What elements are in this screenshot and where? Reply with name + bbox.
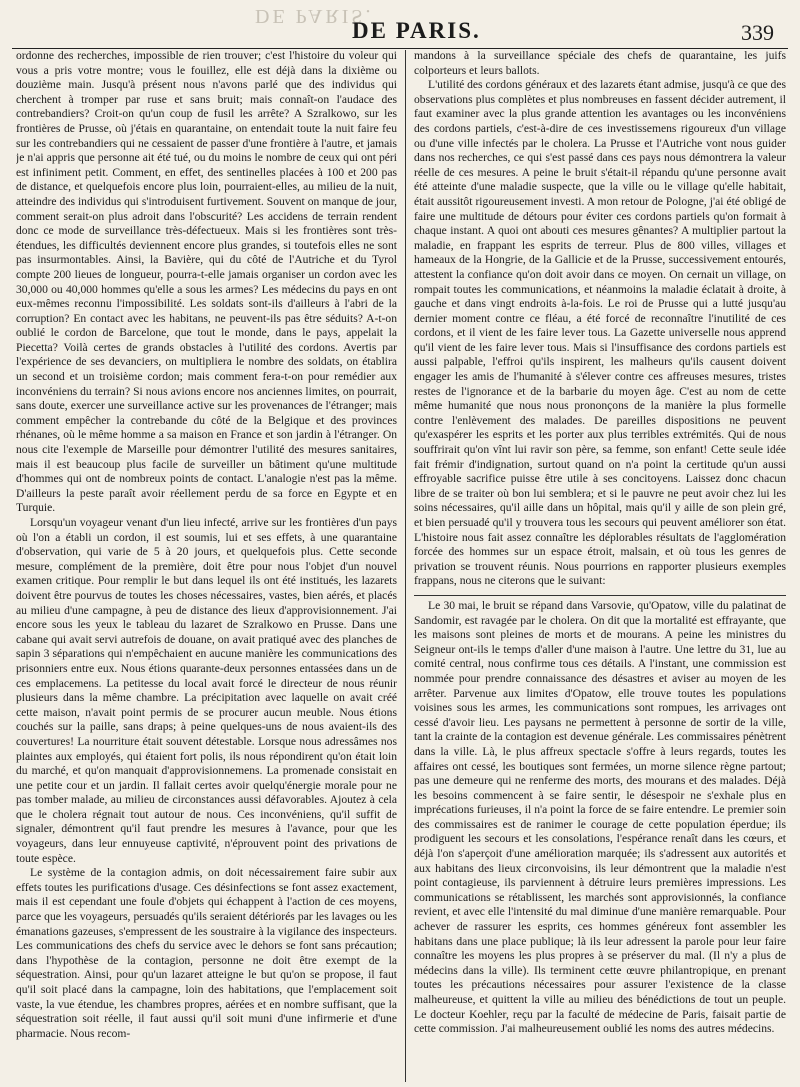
right-paragraph-3: Le 30 mai, le bruit se répand dans Varsovie, qu'Opatow, ville du palatinat de Sandomir, est ravagée par le cholera. On dit que la mortalité est effrayante, que les maisons sont pleines de morts et de mourans. A peine les ministres du Seigneur ont-ils le temps d'aller d'une maison à l'autre. Une lettre du 31, lue au comité central, nous confirme tous ces détails. A l'instant, une commission est nommée pour prendre connaissance des désastres et aviser au moyen de les arrêter. Parvenue aux limites d'Opatow, elle trouve toutes les populations voisines sous les armes, les communications sont rompues, les arrivages ont cessé d'avoir lieu. Les paysans ne permettent à personne de sortir de la ville, tant la crainte de la contagion est devenue générale. Les commissaires pénètrent dans la ville. Là, le plus affreux spectacle s'offre à leurs regards, toutes les affaires ont cessé, les boutiques sont fermées, un morne silence règne partout; pas une demeure qui ne renferme des morts, des mourans et des malades. Déjà les besoins commencent à se faire sentir, le désespoir ne s'exhale plus en imprécations furieuses, il n'a point la force de se faire entendre. Le premier soin des commissaires est de ranimer le courage de cette population éperdue; ils prodiguent les secours et les consolations, l'espérance renaît dans les cœurs, et déjà l'on s'aperçoit d'une amélioration marquée; ils s'adressent aux autorités et aux habitans des lieux circonvoisins, ils leur démontrent que la maladie n'est point contagieuse, ils parviennent à détruire leurs premières impressions. Les communications se rétablissent, les marchés sont approvisionnés, la confiance revient, et avec elle l'intensité du mal diminue d'une manière remarquable. Pour achever de rassurer les esprits, ces hommes généreux font assembler les habitans dans une place publique; là ils leur adressent la parole pour leur faire connaître les moyens les plus propres à se préserver du mal. (Il n'y a plus de médecins dans la ville). Ils terminent cette œuvre philantropique, en prenant toutes les précautions nécessaires pour assurer l'existence de la classe malheureuse, et quittent la ville au milieu des bénédictions de tout un peuple. Le docteur Koehler, reçu par la faculté de médecine de Paris, faisait partie de cette commission. J'ai malheureusement oublié les noms des autres médecins. bbox=[414, 595, 786, 1037]
running-title: DE PARIS. bbox=[352, 18, 481, 43]
right-paragraph-2: L'utilité des cordons généraux et des lazarets étant admise, jusqu'à ce que des observations plus complètes et plus nombreuses en fassent décider autrement, il faut examiner avec la plus grande attention les avantages ou les inconvéniens des cordons partiels, c'est-à-dire de ces investissemens rigoureux d'un village ou d'une ville infectés par le cholera. La Prusse et l'Autriche vont nous guider dans nos recherches, ce qui s'est passé dans ces pays nous démontrera la valeur réelle de ces mesures. A peine le bruit s'était-il répandu qu'une personne avait été atteinte d'une maladie suspecte, que la ville ou le village qu'elle habitait, était aussitôt rigoureusement investi. A mon retour de Pologne, j'ai été obligé de faire une multitude de détours pour éviter ces cordons partiels qu'on formait à chaque instant. A quoi ont abouti ces mesures gênantes? A multiplier partout la maladie, en frappant les esprits de terreur. Plus de 800 villes, villages et hameaux de la Hongrie, de la Gallicie et de la Prusse, successivement entourés, attestent la confiance qu'on doit avoir dans ce moyen. On cernait un village, on rompait toutes les communications, et néanmoins la maladie éclatait à droite, à gauche et dans vingt endroits à-la-fois. Le roi de Prusse qui a lutté jusqu'au dernier moment contre ce fléau, a été forcé de reconnaître l'inutilité de ces cordons, et il vient de les faire lever tous. La Gazette universelle nous apprend qu'il vient de les faire lever tous. Mais si l'insuffisance des cordons partiels est aussi palpable, l'effroi qu'ils inspirent, les malheurs qu'ils causent doivent engager les amis de l'humanité à s'élever contre ces affreuses mesures, tristes restes de l'ignorance et de la barbarie du moyen âge. C'est au nom de cette même humanité que nous nous prononçons de la manière la plus formelle contre l'enlèvement des malades. De pareilles dispositions ne peuvent qu'exaspérer les esprits et les porter aux plus terribles extrémités. Qui de nous souffrirait qu'on vînt lui ravir son père, sa femme, son enfant! Cette seule idée fait frémir d'indignation, surtout quand on n'a point la certitude qu'un aussi effroyable sacrifice puisse être utile à ses concitoyens. Laissez donc chacun libre de se traiter où bon lui semblera; et si le pauvre ne peut avoir chez lui les soins nécessaires, qu'il aille dans un hôpital, mais qu'il y aille de son plein gré, et bien persuadé qu'il y trouvera tous les secours qui peuvent améliorer son état. L'histoire nous fait assez connaître les déplorables résultats de l'agglomération forcée des hommes sur un espace étroit, malsain, et où tous les genres de privation se trouvent réunis. Nous pourrions en rapporter plusieurs exemples frappans, nous ne citerons que le suivant: bbox=[414, 78, 786, 588]
right-column bbox=[414, 49, 786, 1081]
page-number: 339 bbox=[741, 20, 774, 45]
right-paragraph-1: mandons à la surveillance spéciale des chefs de quarantaine, les juifs colporteurs et leurs ballots. bbox=[414, 49, 786, 77]
column-divider bbox=[405, 50, 406, 1082]
left-paragraph-2: Lorsqu'un voyageur venant d'un lieu infecté, arrive sur les frontières d'un pays où l'on a établi un cordon, il est soumis, lui et ses effets, à une quarantaine d'observation, qui varie de 5 à 20 jours, et quelquefois plus. Cette seconde mesure, complément de la première, doit être pour nous l'objet d'un nouvel examen critique. Pour remplir le but dans lequel ils ont été institués, les lazarets doivent être pourvus de toutes les choses nécessaires, vastes, bien aérés, et placés au milieu d'une campagne, à peu de distance des lieux d'approvisionnement. J'ai encore sous les yeux le tableau du lazaret de Szralkowo en Prusse. Dans une cabane qui avait servi autrefois de douane, on avait pratiqué avec des planches de sapin 3 séparations qui n'empêchaient en aucune manière les communications des prisonniers entre eux. Nous étions quarante-deux personnes entassées dans un de ces emplacemens. La petitesse du local avait forcé le directeur de nous réunir plusieurs dans la même chambre. La précipitation avec laquelle on avait créé cette maison, n'avait point permis de se procurer aucun meuble. Nous étions couchés sur la paille, sans draps; à peine quelques-uns de nous avaient-ils des couvertures! La nourriture était souvent détestable. Lorsque nous adressâmes nos plaintes aux employés, qui étaient fort polis, ils nous répondirent qu'on était loin du marché, et qu'on manquait d'approvisionnemens. La promenade consistait en une petite cour et un jardin. Il fallait certes avoir quelqu'énergie morale pour ne pas tomber malade, au milieu de circonstances aussi défavorables. Ajoutez à cela que le cholera régnait tout autour de nous. Ces inconvéniens, qu'il suffit de signaler, démontrent qu'il faut prendre les mesures à l'avance, pour que les voyageurs, dans leur ennuyeuse captivité, n'éprouvent point des privations de toute espèce. bbox=[16, 516, 397, 865]
left-column bbox=[16, 49, 397, 1081]
left-paragraph-1: ordonne des recherches, impossible de rien trouver; c'est l'histoire du voleur qui vous a pris votre montre; vous le fouillez, elle est déjà dans la dixième ou douzième main. Jusqu'à présent nous n'avons parlé que des individus qui cherchent à tromper par ruse et sans bruit; mais connaît-on l'audace des contrebandiers? Croit-on qu'un coup de fusil les arrête? A Szralkowo, sur les frontières de Prusse, où j'étais en quarantaine, on entendait toute la nuit faire feu sur les contrebandiers qui ne cessaient de passer d'une frontière à l'autre, et jamais je n'ai appris que personne ait été tué, ou du moins le nombre de ceux qui ont péri est infiniment petit. Comment, en effet, des sentinelles placées à 100 et 200 pas de distance, et quelquefois encore plus loin, pourraient-elles, au milieu de la nuit, atteindre des individus qui s'introduisent furtivement. Souvent on manque de jour, comment serait-on plus adroit dans l'obscurité? Les accidens de terrain rendent donc ce mode de surveillance très-défectueux. Mais si les frontières sont très-étendues, les difficultés deviennent encore plus grandes, si toutefois elles ne sont pas insurmontables. Ainsi, la Bavière, qui du côté de l'Autriche et du Tyrol compte 200 lieues de longueur, pourra-t-elle jamais organiser un cordon avec les 30,000 ou 40,000 hommes qu'elle a sous les armes? Les médecins du pays en ont eux-mêmes reconnu l'impossibilité. Les soldats sont-ils d'ailleurs à l'abri de la corruption? En contact avec les habitans, ne peuvent-ils pas être séduits? A-t-on oublié le cordon de Barcelone, que tout le monde, dans le pays, appelait la Piecetta? Voilà certes de grands obstacles à l'utilité des cordons. Avertis par l'expérience de ses devanciers, on multipliera le nombre des soldats, on établira un second et un troisième cordon; mais comment fera-t-on pour remédier aux inconvéniens du terrain? Si nous avions encore nos anciennes limites, on pourrait, sans doute, exercer une surveillance active sur les provenances de l'étranger; mais comment empêcher la contrebande du côté de la Belgique et des provinces rhénanes, où le même homme a sa maison en France et son jardin à l'étranger. On nous cite l'exemple de Marseille pour démontrer l'utilité des mesures sanitaires, mais il est beaucoup plus facile de surveiller un bâtiment qu'une multitude d'hommes qui ont de nombreux points de contact. L'analogie n'est pas la même. D'ailleurs la peste paraît avoir réellement perdu de sa force en Egypte et en Turquie. bbox=[16, 49, 397, 515]
left-paragraph-3: Le système de la contagion admis, on doit nécessairement faire subir aux effets toutes les purifications d'usage. Ces désinfections se font assez exactement, mais il est cependant une foule d'objets qui échappent à l'action de ces moyens, parce que les voyageurs, persuadés qu'ils seraient détériorés par les lavages ou les émanations gazeuses, s'empressent de les soustraire à la vigilance des inspecteurs. Les communications des chefs du service avec le dehors se font sans précaution; dans l'hypothèse de la contagion, personne ne doit être exempt de la séquestration. Ainsi, pour qu'un lazaret atteigne le but qu'on se propose, il faut qu'il soit placé dans la campagne, loin des habitations, que l'emplacement soit vaste, la vue étendue, les chambres propres, aérées et en nombre suffisant, que la séquestration soit réelle, il faut aussi qu'il soit muni d'une infirmerie et d'une pharmacie. Nous recom- bbox=[16, 866, 397, 1040]
page-header bbox=[0, 0, 800, 44]
bleed-through-ghost-text: DE PARIS. bbox=[255, 5, 374, 27]
